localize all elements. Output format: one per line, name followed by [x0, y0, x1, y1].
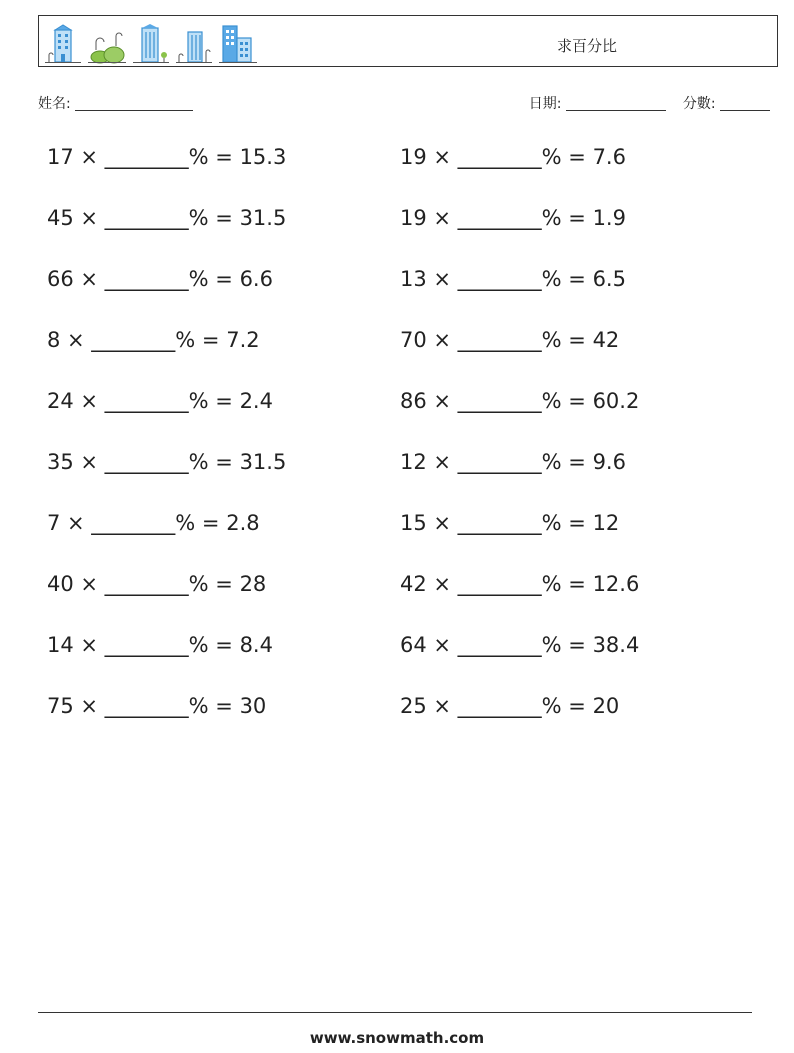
problem-right-1[interactable]: 19 × ________% = 7.6: [400, 145, 626, 169]
worksheet-title: 求百分比: [557, 37, 618, 55]
problem-right-8[interactable]: 42 × ________% = 12.6: [400, 572, 640, 596]
problem-left-2[interactable]: 45 × ________% = 31.5: [47, 206, 287, 230]
problem-right-6[interactable]: 12 × ________% = 9.6: [400, 450, 626, 474]
skyscraper-icon: [176, 24, 212, 64]
problem-right-2[interactable]: 19 × ________% = 1.9: [400, 206, 626, 230]
footer-divider: [38, 1012, 752, 1013]
problem-left-9[interactable]: 14 × ________% = 8.4: [47, 633, 273, 657]
problem-left-7[interactable]: 7 × ________% = 2.8: [47, 511, 260, 535]
problem-right-7[interactable]: 15 × ________% = 12: [400, 511, 620, 535]
name-field[interactable]: [38, 93, 193, 113]
park-trees-icon: [88, 24, 126, 64]
score-label: 分數:: [682, 96, 716, 112]
problem-right-4[interactable]: 70 × ________% = 42: [400, 328, 620, 352]
name-blank[interactable]: [75, 96, 193, 111]
problem-left-4[interactable]: 8 × ________% = 7.2: [47, 328, 260, 352]
date-blank[interactable]: [566, 96, 666, 111]
date-score-fields: [529, 93, 770, 113]
problem-left-3[interactable]: 66 × ________% = 6.6: [47, 267, 273, 291]
problem-left-1[interactable]: 17 × ________% = 15.3: [47, 145, 287, 169]
problem-right-10[interactable]: 25 × ________% = 20: [400, 694, 620, 718]
footer-website[interactable]: www.snowmath.com: [309, 1029, 485, 1047]
problem-left-5[interactable]: 24 × ________% = 2.4: [47, 389, 273, 413]
worksheet-header: [38, 15, 778, 67]
date-label: 日期:: [528, 96, 562, 112]
problem-right-3[interactable]: 13 × ________% = 6.5: [400, 267, 626, 291]
problem-right-5[interactable]: 86 × ________% = 60.2: [400, 389, 640, 413]
office-building-icon: [45, 24, 81, 64]
name-label: 姓名:: [38, 96, 71, 112]
tall-building-icon: [133, 24, 169, 64]
problem-right-9[interactable]: 64 × ________% = 38.4: [400, 633, 640, 657]
score-blank[interactable]: [720, 96, 770, 111]
header-icons: [45, 22, 257, 64]
problem-left-8[interactable]: 40 × ________% = 28: [47, 572, 267, 596]
problem-left-10[interactable]: 75 × ________% = 30: [47, 694, 267, 718]
problem-left-6[interactable]: 35 × ________% = 31.5: [47, 450, 287, 474]
apartment-building-icon: [219, 24, 257, 64]
